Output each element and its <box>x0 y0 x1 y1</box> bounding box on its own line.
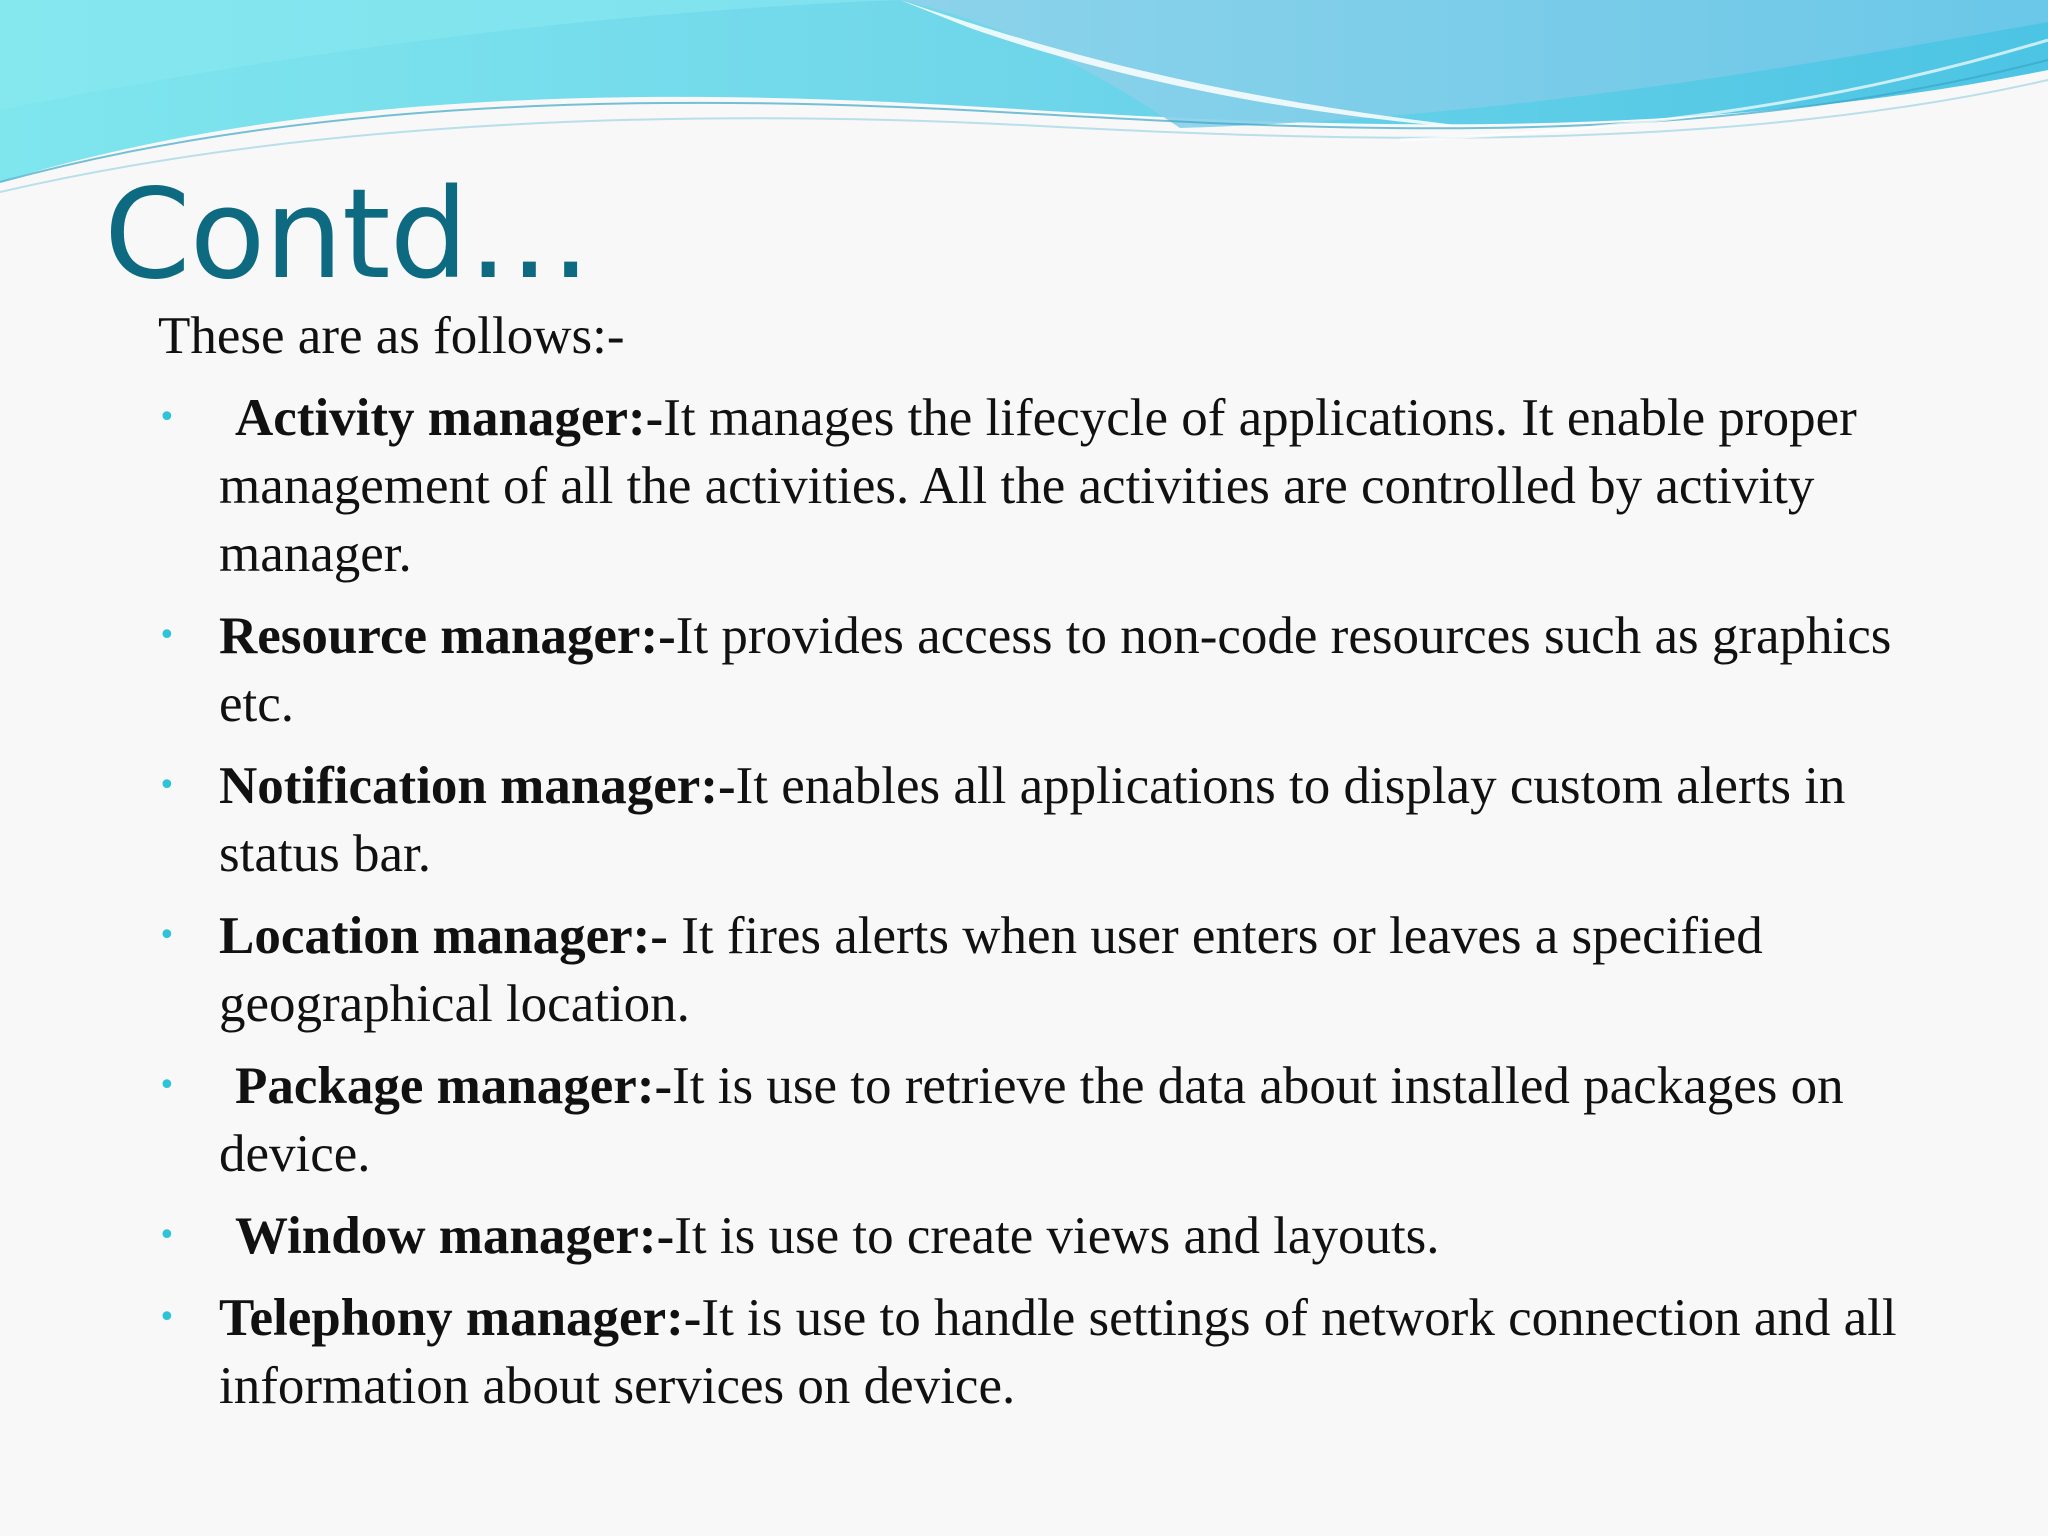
desc-telephony-manager: It is use to handle settings of network connection and all information about services on device. <box>219 1289 1897 1415</box>
list-item-window-manager <box>158 1202 1918 1270</box>
desc-notification-manager: It enables all applications to display custom alerts in status bar. <box>219 757 1846 883</box>
term-location-manager: Location manager:- <box>219 907 668 965</box>
list-item-resource-manager <box>158 602 1918 738</box>
list-item-location-manager <box>158 902 1918 1038</box>
bullet-icon: • <box>158 768 176 803</box>
desc-location-manager: It fires alerts when user enters or leaves a specified geographical location. <box>219 907 1763 1033</box>
term-package-manager: Package manager:- <box>235 1057 673 1115</box>
term-activity-manager: Activity manager:- <box>235 389 664 447</box>
list-item-telephony-manager <box>158 1284 1918 1420</box>
desc-activity-manager: It manages the lifecycle of applications. It enable proper management of all the activities. All the activities are controlled by activity manager. <box>219 389 1857 583</box>
desc-resource-manager: It provides access to non-code resources such as graphics etc. <box>219 607 1892 733</box>
bullet-icon: • <box>158 400 176 435</box>
term-window-manager: Window manager:- <box>235 1207 675 1265</box>
bullet-icon: • <box>158 918 176 953</box>
bullet-icon: • <box>158 1300 176 1335</box>
list-item-package-manager <box>158 1052 1918 1188</box>
desc-package-manager: It is use to retrieve the data about installed packages on device. <box>219 1057 1844 1183</box>
desc-window-manager: It is use to create views and layouts. <box>674 1207 1440 1265</box>
term-telephony-manager: Telephony manager:- <box>219 1289 702 1347</box>
list-item-notification-manager <box>158 752 1918 888</box>
bullet-icon: • <box>158 1068 176 1103</box>
bullet-icon: • <box>158 618 176 653</box>
slide-title: Contd… <box>104 163 591 307</box>
term-notification-manager: Notification manager:- <box>219 757 736 815</box>
manager-list <box>158 384 1918 1420</box>
bullet-icon: • <box>158 1218 176 1253</box>
intro-text: These are as follows:- <box>158 307 625 365</box>
list-item-activity-manager <box>158 384 1918 588</box>
slide-body <box>158 302 1918 1434</box>
term-resource-manager: Resource manager:- <box>219 607 676 665</box>
